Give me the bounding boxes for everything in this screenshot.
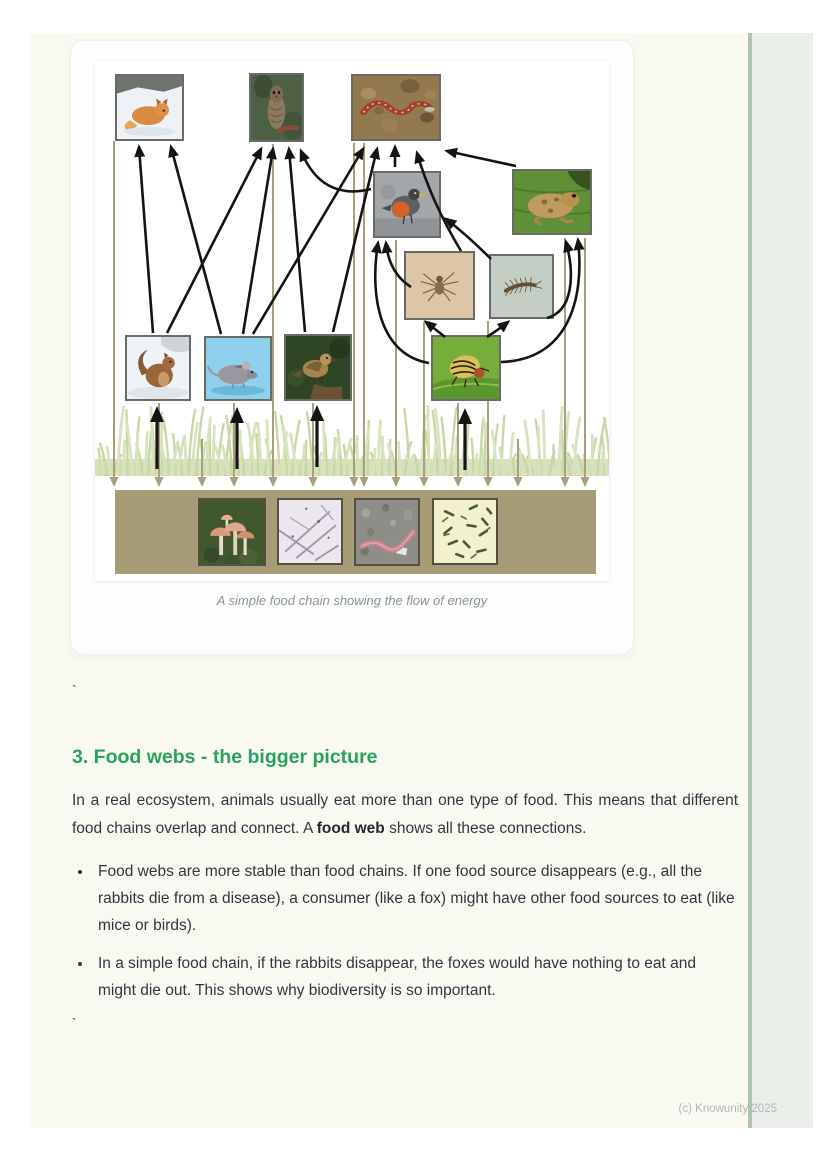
text-column bbox=[72, 682, 738, 1031]
figure-caption: A simple food chain showing the flow of energy bbox=[216, 593, 488, 608]
paragraph-text: In a real ecosystem, animals usually eat more than one type of food. This means that different food chains overlap and connect. A bbox=[72, 792, 738, 837]
bullet-item-simple-chain: • In a simple food chain, if the rabbits disappear, the foxes would have nothing to eat and might die out. This shows why biodiversity is so important. bbox=[93, 950, 738, 1004]
stray-backtick-top: ` bbox=[72, 682, 77, 698]
grass-blades-illustration bbox=[95, 401, 609, 476]
squirrel-image bbox=[125, 335, 191, 401]
mouse-image bbox=[204, 336, 272, 401]
frog-image bbox=[512, 169, 592, 235]
spider-image bbox=[404, 251, 475, 320]
grass-band bbox=[95, 401, 609, 476]
food-web-figure bbox=[95, 61, 609, 581]
copyright-footer: (c) Knowunity 2025 bbox=[678, 1103, 777, 1115]
sparrow-image bbox=[284, 334, 352, 401]
bullet-list bbox=[72, 858, 738, 1004]
content-area bbox=[30, 33, 813, 1128]
mushrooms-image bbox=[198, 498, 266, 566]
bacteria-image bbox=[432, 498, 498, 565]
paragraph-text: shows all these connections. bbox=[384, 820, 587, 837]
owl-image bbox=[249, 73, 304, 142]
intro-paragraph bbox=[72, 787, 738, 843]
food-web-term: food web bbox=[316, 820, 385, 837]
page-edge-strip bbox=[748, 33, 813, 1128]
section-heading: 3. Food webs - the bigger picture bbox=[72, 746, 378, 768]
robin-image bbox=[373, 171, 441, 238]
fox-image bbox=[115, 74, 184, 141]
snake-image bbox=[351, 74, 441, 141]
beetle-image bbox=[431, 335, 501, 401]
earthworm-image bbox=[354, 498, 420, 566]
figure-card bbox=[70, 40, 634, 655]
centipede-image bbox=[489, 254, 554, 319]
bullet-item-stability: • Food webs are more stable than food chains. If one food source disappears (e.g., all the rabbits die from a disease), a consumer (like a fox) might have other food sources to eat (like mice or birds). bbox=[93, 858, 738, 939]
fungal-hyphae-image bbox=[277, 498, 343, 565]
stray-backtick-bottom: ` bbox=[72, 1015, 77, 1031]
